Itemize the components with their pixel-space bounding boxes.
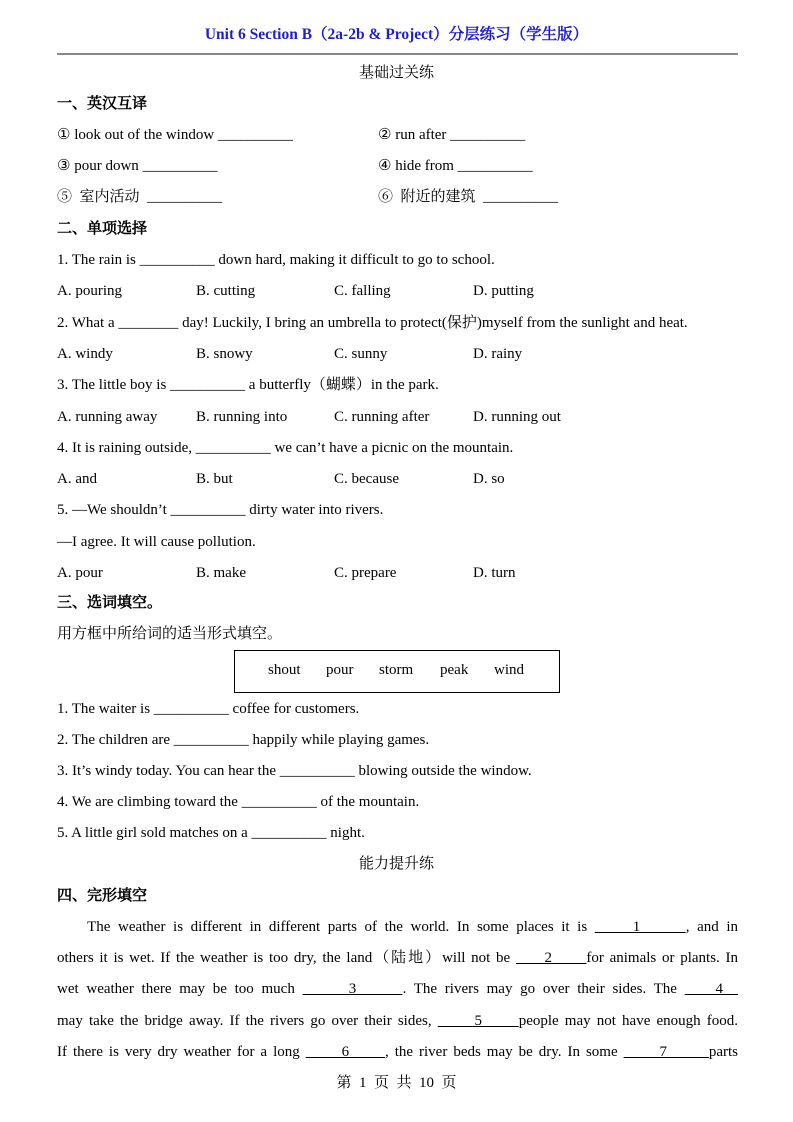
answer-option: A. pour	[57, 565, 103, 581]
cloze-blank: 3	[302, 981, 403, 997]
part-heading-advanced: 能力提升练	[358, 856, 434, 872]
fill-sentence: 2. The children are __________ happily while playing games.	[57, 732, 430, 748]
answer-option: C. prepare	[334, 565, 397, 581]
answer-option: C. running after	[334, 408, 430, 425]
word-option: shout	[268, 662, 301, 678]
cloze-blank: 2	[515, 950, 587, 966]
translation-item: ⑥ 附近的建筑 __________	[378, 189, 559, 205]
passage-text: wet weather there may be too much	[57, 981, 303, 997]
translation-item: ② run after __________	[378, 127, 526, 143]
fill-sentence: 5. A little girl sold matches on a __________ night.	[57, 825, 365, 841]
passage-text: may take the bridge away. If the rivers go over their sides,	[57, 1013, 438, 1029]
passage-text: If there is very dry weather for a long	[57, 1044, 306, 1060]
word-option: peak	[440, 662, 469, 678]
passage-line	[57, 979, 738, 999]
section-heading: 一、英汉互译	[57, 96, 148, 112]
word-option: wind	[494, 662, 524, 678]
cloze-blank: 7	[623, 1044, 709, 1060]
passage-text: , the river beds may be dry. In some	[384, 1044, 624, 1060]
question-text: 3. The little boy is __________ a butterfly（蝴蝶）in the park.	[57, 377, 439, 394]
passage-line	[57, 948, 738, 968]
passage-text: The weather is different in different parts of the world. In some places it is	[57, 919, 595, 935]
header-divider	[57, 53, 738, 55]
answer-option: B. running into	[196, 408, 288, 425]
question-text: 2. What a ________ day! Luckily, I bring an umbrella to protect(保护)myself from the sunlight and heat.	[57, 314, 688, 331]
cloze-blank: 4	[684, 981, 739, 997]
passage-text: others it is wet. If the weather is too dry, the land（陆地）will not be	[57, 950, 516, 966]
translation-item: ④ hide from __________	[378, 158, 533, 174]
answer-option: D. putting	[473, 283, 534, 300]
answer-option: D. running out	[473, 408, 561, 425]
passage-text: people may not have enough food.	[518, 1013, 738, 1029]
question-text: —I agree. It will cause pollution.	[57, 533, 256, 550]
instruction-text: 用方框中所给词的适当形式填空。	[57, 626, 283, 642]
translation-item: ③ pour down __________	[57, 158, 218, 174]
cloze-blank: 1	[594, 919, 686, 935]
passage-text: , and in	[685, 919, 738, 935]
section-heading: 二、单项选择	[57, 221, 148, 237]
cloze-blank: 6	[305, 1044, 385, 1060]
answer-option: B. snowy	[196, 345, 253, 362]
passage-text: for animals or plants. In	[586, 950, 738, 966]
passage-text: . The rivers may go over their sides. The	[402, 981, 685, 997]
answer-option: C. because	[334, 471, 399, 488]
answer-option: A. and	[57, 471, 97, 488]
answer-option: D. turn	[473, 565, 516, 581]
answer-option: C. falling	[334, 283, 391, 300]
answer-option: B. cutting	[196, 283, 256, 300]
passage-line	[57, 1011, 738, 1031]
answer-option: A. windy	[57, 345, 113, 362]
question-text: 5. —We shouldn’t __________ dirty water into rivers.	[57, 502, 384, 519]
answer-option: B. make	[196, 565, 246, 581]
answer-option: D. so	[473, 471, 505, 488]
answer-option: B. but	[196, 471, 233, 488]
passage-line	[57, 1042, 738, 1062]
fill-sentence: 3. It’s windy today. You can hear the __________ blowing outside the window.	[57, 763, 532, 779]
answer-option: D. rainy	[473, 345, 523, 362]
page-number: 第 1 页 共 10 页	[336, 1075, 457, 1091]
section-heading: 三、选词填空。	[57, 595, 163, 611]
translation-item: ⑤ 室内活动 __________	[57, 189, 223, 205]
passage-text: parts	[708, 1044, 739, 1060]
word-box	[234, 650, 560, 693]
word-option: storm	[379, 662, 414, 678]
section-heading: 四、完形填空	[57, 888, 148, 904]
part-heading-basic: 基础过关练	[358, 65, 434, 81]
fill-sentence: 1. The waiter is __________ coffee for customers.	[57, 701, 360, 717]
cloze-blank: 5	[437, 1013, 519, 1029]
question-text: 1. The rain is __________ down hard, making it difficult to go to school.	[57, 252, 495, 268]
fill-sentence: 4. We are climbing toward the __________ of the mountain.	[57, 794, 420, 810]
answer-option: A. running away	[57, 408, 158, 425]
word-option: pour	[326, 662, 354, 678]
answer-option: C. sunny	[334, 345, 388, 362]
passage-line	[57, 917, 738, 937]
document-title: Unit 6 Section B（2a-2b & Project）分层练习（学生版）	[204, 26, 589, 43]
answer-option: A. pouring	[57, 283, 122, 300]
question-text: 4. It is raining outside, __________ we can’t have a picnic on the mountain.	[57, 439, 514, 456]
translation-item: ① look out of the window __________	[57, 127, 293, 143]
